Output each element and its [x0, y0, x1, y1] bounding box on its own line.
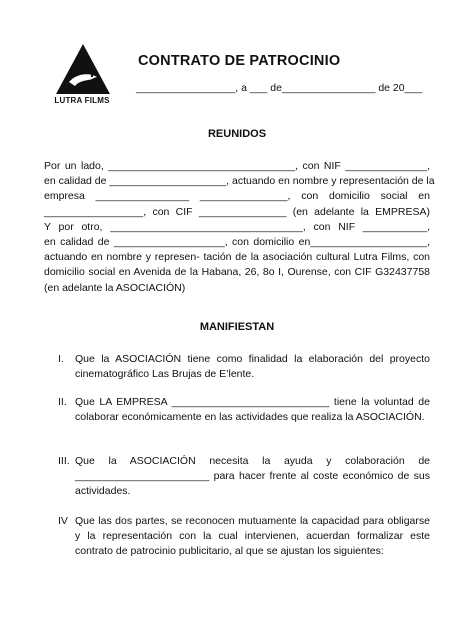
item-text: Que la ASOCIACIÓN tiene como finalidad la elaboración del proyecto cinematográfico Las Brujas de E’lente. — [75, 353, 430, 381]
item-text: Que las dos partes, se reconocen mutuamente la capacidad para obligarse y la representación con la cual intervienen, acuerdan formalizar este contrato de patrocinio publicitario, al que se ajustan los siguientes: — [75, 515, 430, 558]
item-number: III. — [58, 455, 70, 467]
section-heading-manifiestan: MANIFIESTAN — [199, 321, 275, 333]
reunidos-line: en calidad de ___________________, con domicilio en____________________, — [44, 236, 430, 249]
reunidos-paragraph — [44, 159, 435, 296]
reunidos-line: Y por otro, _________________________________, con NIF ___________, — [44, 220, 430, 233]
item-number: II. — [58, 396, 67, 408]
document-title: CONTRATO DE PATROCINIO — [138, 53, 341, 69]
reunidos-line: en calidad de ____________________, actuando en nombre y representación de la — [44, 175, 435, 188]
item-text: Que la ASOCIACIÓN necesita la ayuda y colaboración de _______________________ para hacer frente al coste económico de sus actividades. — [75, 455, 430, 498]
item-text: Que LA EMPRESA ___________________________ tiene la voluntad de colaborar económicamente en las actividades que realiza la ASOCIACIÓN. — [75, 396, 430, 424]
reunidos-line: empresa ________________ _______________, con domicilio social en — [44, 190, 430, 203]
lutra-films-logo — [46, 44, 118, 112]
section-heading-reunidos: REUNIDOS — [207, 128, 267, 140]
reunidos-line: actuando en nombre y represen- tación de la asociación cultural Lutra Films, con — [44, 251, 430, 264]
date-line: _________________, a ___ de________________ de 20___ — [136, 82, 423, 94]
otter-triangle-icon — [56, 44, 110, 94]
item-number: I. — [58, 353, 64, 365]
reunidos-line: domicilio social en Avenida de la Habana, 26, 8o I, Ourense, con CIF G32437758 — [44, 266, 430, 279]
reunidos-line: (en adelante la ASOCIACIÓN) — [44, 281, 186, 294]
item-number: IV — [58, 515, 68, 527]
reunidos-line: Por un lado, ________________________________, con NIF ______________, — [44, 160, 430, 172]
reunidos-line: _________________, con CIF _______________ (en adelante la EMPRESA) — [44, 205, 430, 218]
logo-brand-text: LUTRA FILMS — [54, 96, 110, 105]
